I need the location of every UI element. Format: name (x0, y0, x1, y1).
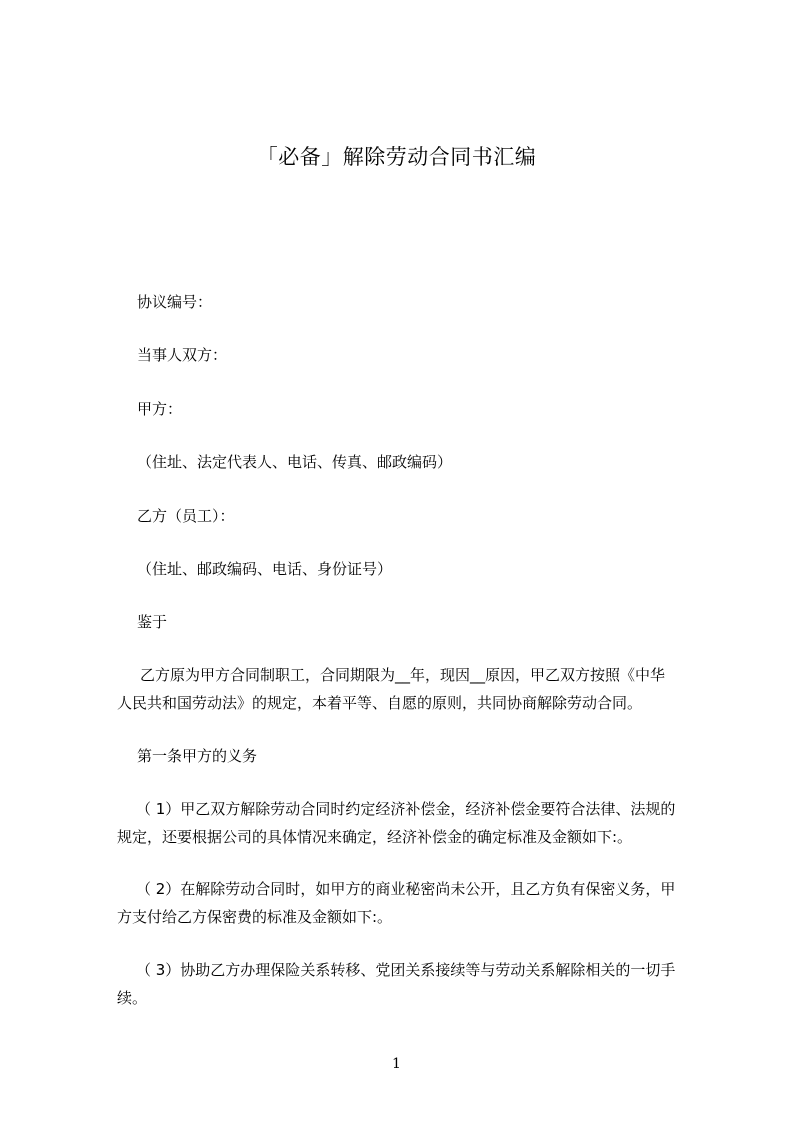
parties-label: 当事人双方： (137, 346, 228, 364)
party-a-info: （住址、法定代表人、电话、传真、邮政编码） (137, 453, 453, 471)
clause-2-line-2: 方支付给乙方保密费的标准及金额如下:。 (117, 908, 393, 926)
clause-3-paragraph (117, 956, 676, 1012)
intro-line-2: 人民共和国劳动法》的规定，本着平等、自愿的原则，共同协商解除劳动合同。 (117, 694, 643, 712)
clause-2-paragraph (117, 875, 676, 931)
clause-3-line-1: （ 3）协助乙方办理保险关系转移、党团关系接续等与劳动关系解除相关的一切手 (136, 961, 676, 979)
clause-1-paragraph (117, 795, 676, 851)
document-title: 「必备」解除劳动合同书汇编 (256, 145, 537, 169)
clause-2-line-1: （ 2）在解除劳动合同时，如甲方的商业秘密尚未公开，且乙方负有保密义务，甲 (136, 880, 676, 898)
party-b-label: 乙方（员工）： (137, 507, 235, 525)
party-a-label: 甲方： (137, 400, 183, 418)
clause-1-line-2: 规定，还要根据公司的具体情况来确定，经济补偿金的确定标准及金额如下:。 (117, 828, 633, 846)
agreement-number-label: 协议编号： (137, 293, 213, 311)
article-1-heading: 第一条甲方的义务 (137, 747, 258, 765)
whereas-label: 鉴于 (137, 613, 168, 631)
intro-line-1: 乙方原为甲方合同制职工，合同期限为__年，现因__原因，甲乙双方按照《中华 (140, 666, 666, 684)
page-number: 1 (392, 1056, 401, 1072)
intro-paragraph (117, 661, 666, 717)
clause-1-line-1: （ 1）甲乙双方解除劳动合同时约定经济补偿金，经济补偿金要符合法律、法规的 (136, 800, 676, 818)
clause-3-line-2: 续。 (117, 989, 148, 1007)
party-b-info: （住址、邮政编码、电话、身份证号） (137, 560, 393, 578)
